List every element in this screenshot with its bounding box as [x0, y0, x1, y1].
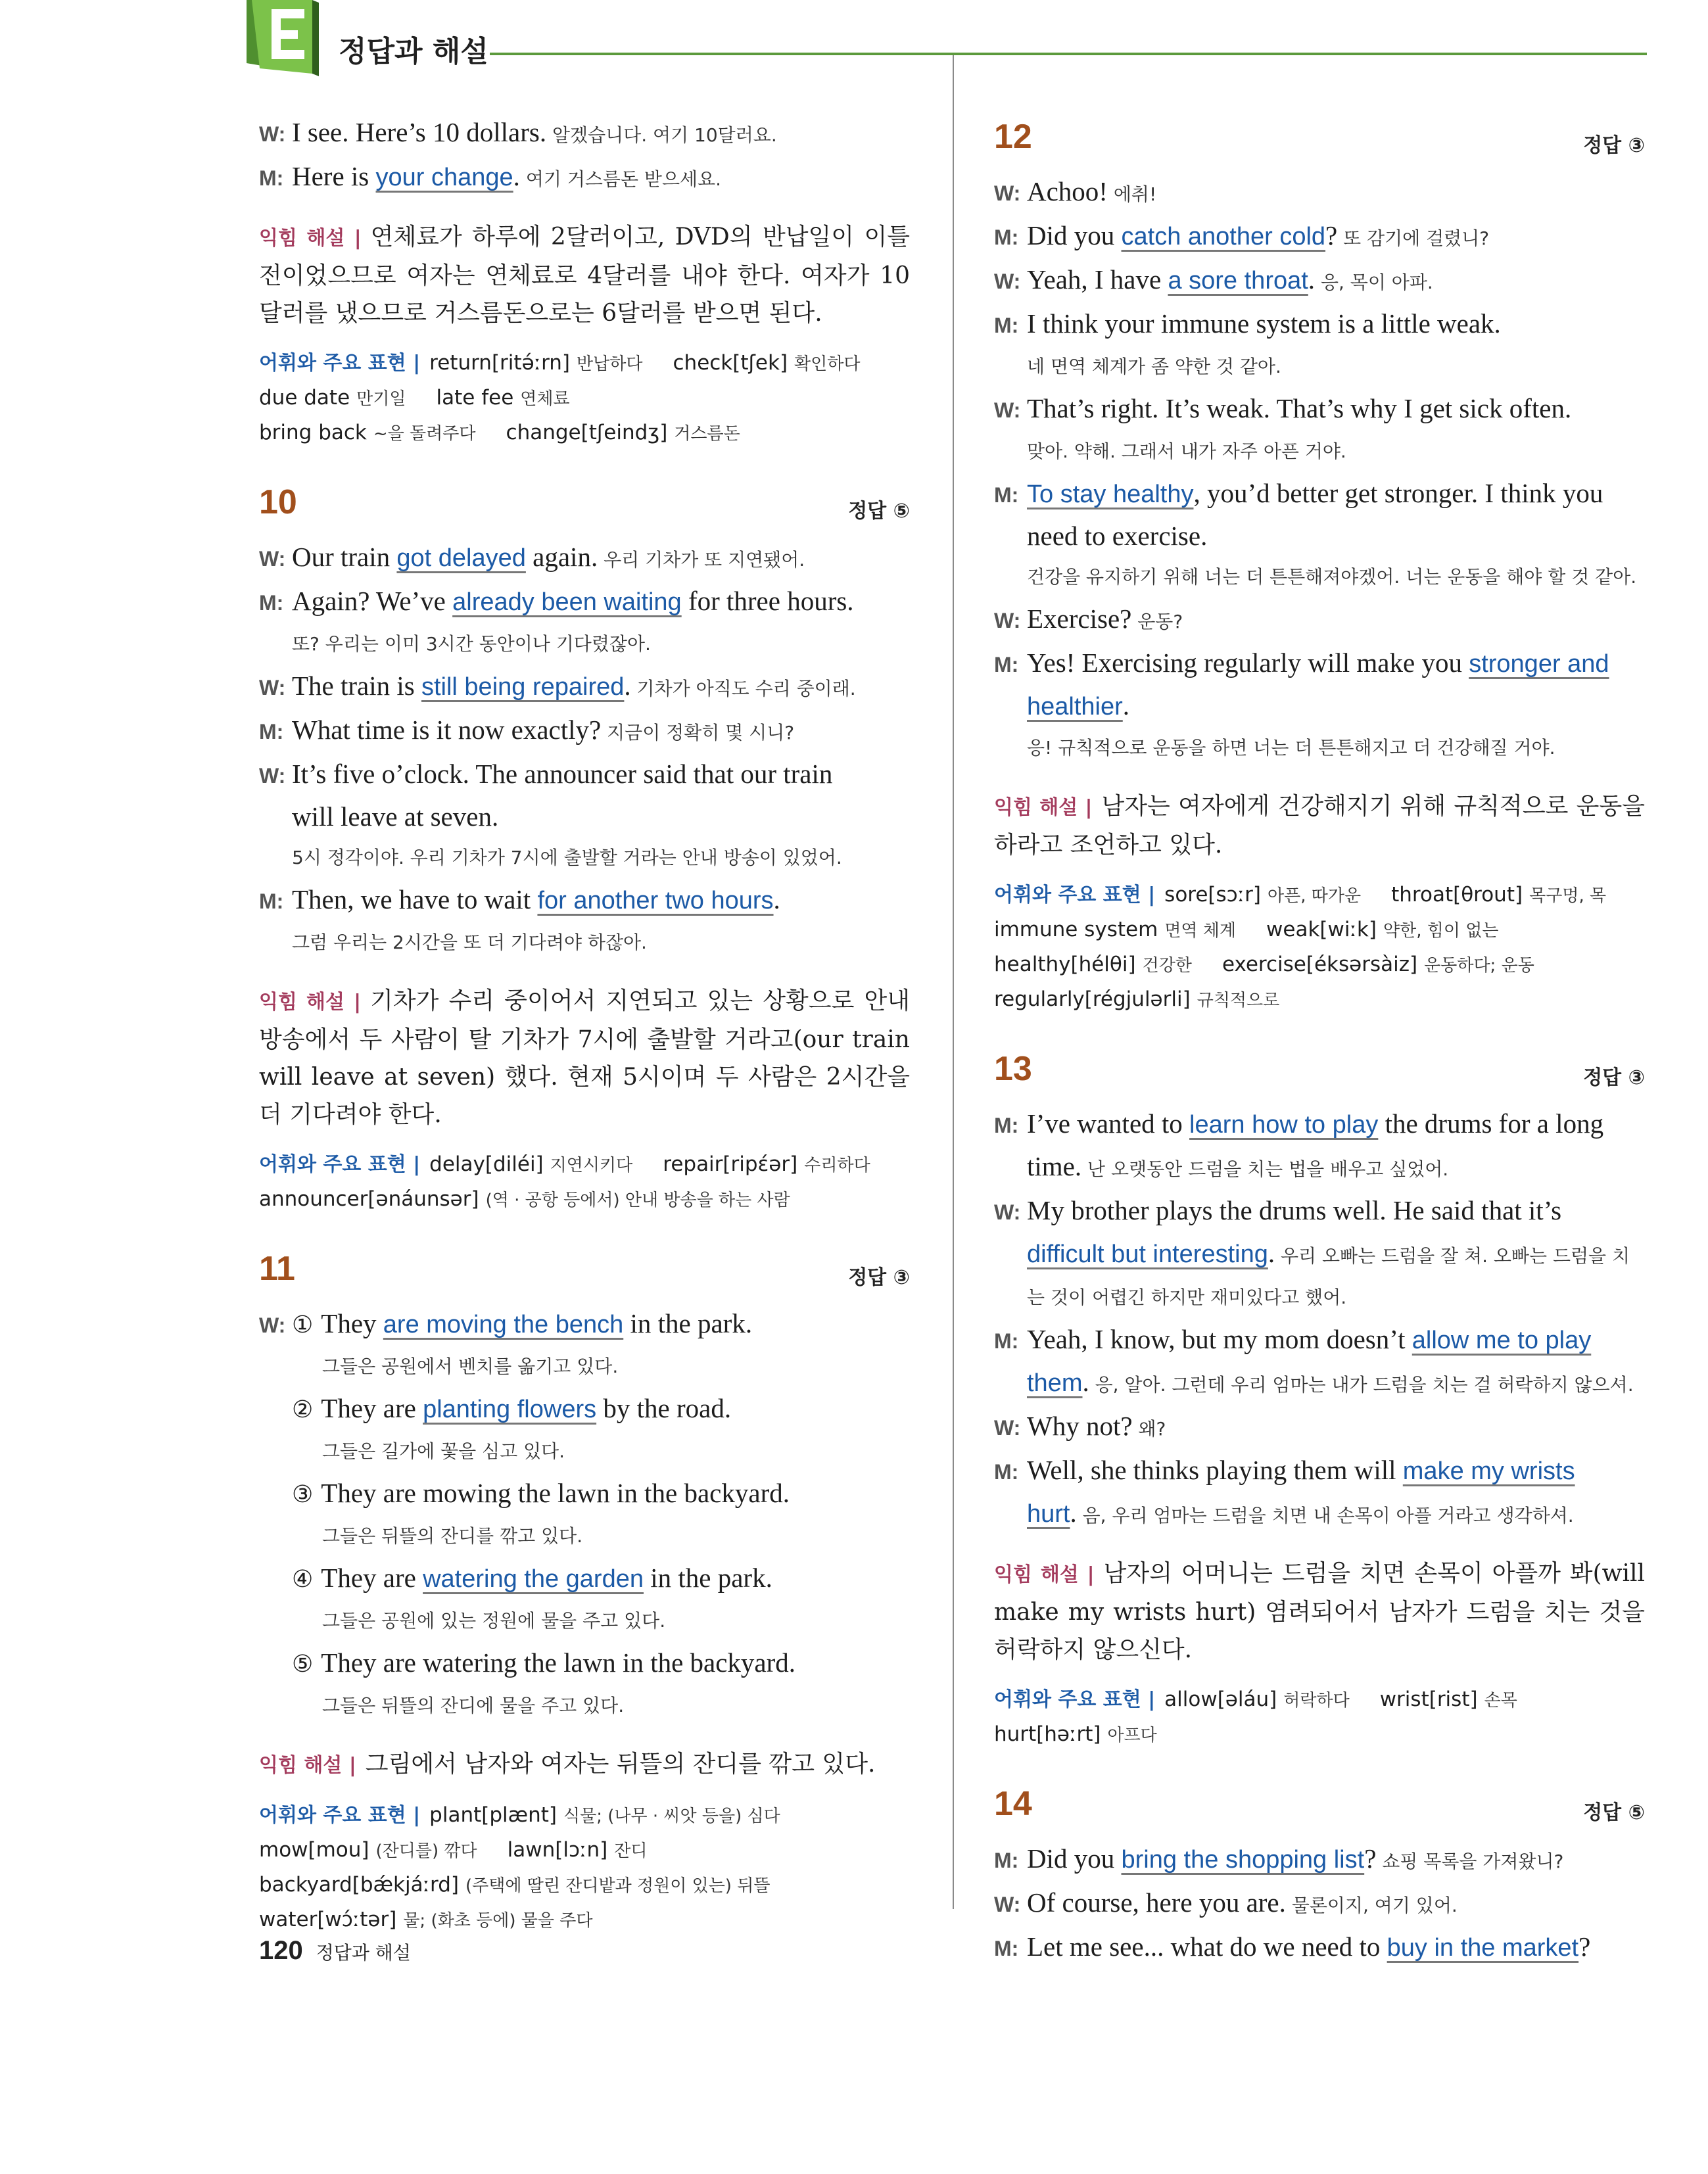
sentence-text: Again? We’ve [292, 586, 453, 616]
vocab-label-sep: | [413, 1804, 421, 1827]
sentence-text: They [321, 1308, 383, 1338]
q12-explanation [994, 788, 1645, 864]
inline-translation: 운동? [1131, 611, 1183, 632]
vocab-row [259, 1148, 910, 1183]
sentence-text: the drums for a long [1378, 1108, 1604, 1139]
q12-dialogue [994, 171, 1645, 769]
dialogue-line [994, 598, 1645, 642]
sentence-text: Here is [292, 161, 376, 191]
answer-label: 정답 ⑤ [1583, 1801, 1645, 1824]
book-logo-icon [247, 0, 319, 79]
translation-line: 그들은 뒤뜰의 잔디를 깎고 있다. [322, 1525, 583, 1547]
option-number: ⑤ [292, 1651, 314, 1678]
answer-blank: are moving the bench [383, 1311, 624, 1338]
explanation-label: 익힘 해설 | [259, 1754, 356, 1777]
sentence-text: . [624, 671, 631, 701]
q12-header [994, 112, 1645, 171]
explanation-label: 익힘 해설 | [259, 227, 362, 250]
speaker-label: M: [994, 1460, 1019, 1484]
vocab-term: exercise[éksərsàiz] [1222, 953, 1418, 976]
inline-translation: 우리 오빠는 드럼을 잘 쳐. 오빠는 드럼을 치 [1275, 1245, 1630, 1267]
vocab-term: allow[əláu] [1164, 1688, 1277, 1711]
dialogue-line [259, 580, 910, 623]
vocab-row [259, 1799, 910, 1833]
answer-blank: your change [375, 164, 513, 191]
dialogue-line [994, 1882, 1645, 1926]
inline-translation: 음, 우리 엄마는 드럼을 치면 내 손목이 아플 거라고 생각하셔. [1076, 1505, 1574, 1526]
sentence-text: by the road. [596, 1393, 732, 1423]
dialogue-line [259, 112, 910, 156]
q11-vocab [259, 1799, 910, 1938]
sentence-text: . [1122, 690, 1130, 721]
footer-title: 정답과 해설 [316, 1942, 411, 1964]
vocab-row [994, 948, 1645, 983]
sentence-text: They are mowing the lawn in the backyard. [321, 1478, 790, 1508]
dialogue-line [994, 1492, 1645, 1536]
sentence-text: Did you [1027, 1843, 1122, 1874]
inline-translation: 쇼핑 목록을 가져왔니? [1376, 1851, 1564, 1872]
vocab-meaning: ~을 돌려주다 [373, 424, 476, 444]
vocab-meaning: 만기일 [356, 389, 406, 409]
speaker-label: M: [994, 1114, 1019, 1137]
option-number: ① [292, 1311, 314, 1338]
left-column [259, 112, 910, 1938]
speaker-label: M: [994, 1849, 1019, 1872]
dialogue-line [994, 1361, 1645, 1406]
question-number: 13 [994, 1050, 1032, 1088]
sentence-text: Achoo! [1027, 176, 1108, 206]
q13-header [994, 1044, 1645, 1103]
vocab-meaning: (역 · 공항 등에서) 안내 방송을 하는 사람 [485, 1191, 790, 1210]
vocab-term: announcer[ənáunsər] [259, 1187, 479, 1211]
answer-label: 정답 ③ [1583, 134, 1645, 157]
option-number: ④ [292, 1566, 314, 1593]
vocab-row [994, 1718, 1645, 1753]
answer-blank: healthier [1027, 693, 1123, 721]
sentence-text: . [513, 161, 520, 191]
vocab-meaning: 면역 체계 [1164, 921, 1237, 941]
sentence-text: . [773, 884, 780, 914]
vocab-meaning: 반납하다 [577, 354, 643, 374]
vocab-term: sore[sɔːr] [1164, 883, 1261, 907]
dialogue-line [259, 156, 910, 200]
vocab-meaning: 물; (화초 등에) 물을 주다 [403, 1911, 593, 1931]
speaker-label: M: [259, 720, 284, 744]
sentence-text: in the park. [623, 1308, 753, 1338]
vocab-label [994, 884, 1155, 907]
explanation-label: 익힘 해설 | [259, 991, 362, 1014]
q13-explanation [994, 1555, 1645, 1668]
dialogue-line [994, 171, 1645, 215]
sentence-text: Of course, here you are. [1027, 1887, 1286, 1918]
translation-line: 또? 우리는 이미 3시간 동안이나 기다렸잖아. [292, 633, 651, 655]
vocab-row [259, 1868, 910, 1903]
vocab-meaning: 수리하다 [804, 1156, 870, 1175]
dialogue-line [259, 1642, 910, 1685]
q9-dialogue [259, 112, 910, 200]
q11-dialogue [259, 1303, 910, 1727]
speaker-label: W: [994, 181, 1021, 205]
q12-vocab [994, 878, 1645, 1018]
translation-line: 그들은 공원에서 벤치를 옮기고 있다. [322, 1356, 619, 1377]
answer-blank: learn how to play [1189, 1111, 1379, 1139]
q10-header [259, 477, 910, 536]
vocab-term: delay[diléi] [429, 1152, 544, 1176]
inline-translation: 여기 거스름돈 받으세요. [519, 168, 722, 190]
page-number: 120 [259, 1936, 303, 1965]
speaker-label: W: [994, 609, 1021, 632]
sentence-text: will leave at seven. [292, 801, 499, 832]
sentence-text: My brother plays the drums well. He said that it’s [1027, 1195, 1562, 1225]
vocab-label-sep: | [413, 352, 421, 375]
option-number: ③ [292, 1481, 314, 1508]
vocab-row [259, 1183, 910, 1217]
vocab-label-text: 어휘와 주요 표현 [259, 1153, 406, 1176]
inline-translation: 기차가 아직도 수리 중이래. [630, 678, 856, 699]
inline-translation: 난 오랫동안 드럼을 치는 법을 배우고 싶었어. [1081, 1158, 1449, 1180]
vocab-term: weak[wiːk] [1266, 918, 1377, 941]
q11-explanation [259, 1745, 910, 1784]
answer-blank: planting flowers [423, 1396, 597, 1423]
q11-header [259, 1244, 910, 1303]
speaker-label: W: [259, 764, 286, 788]
inline-translation: 왜? [1132, 1418, 1166, 1440]
dialogue-line [259, 1473, 910, 1515]
q9-vocab [259, 346, 910, 451]
translation-line: 5시 정각이야. 우리 기차가 7시에 출발할 거라는 안내 방송이 있었어. [292, 847, 842, 868]
translation-line: 네 면역 체계가 좀 약한 것 같아. [1027, 356, 1281, 377]
sentence-text: . [1268, 1238, 1275, 1268]
q10-explanation [259, 982, 910, 1133]
answer-blank: make my wrists [1402, 1457, 1575, 1485]
vocab-term: throat[θrout] [1391, 883, 1523, 907]
dialogue-line [259, 753, 910, 796]
dialogue-line [994, 388, 1645, 431]
vocab-label-sep: | [1148, 1688, 1156, 1711]
question-number: 12 [994, 118, 1032, 156]
sentence-text: Then, we have to wait [292, 884, 538, 914]
dialogue-line [994, 1190, 1645, 1233]
question-number: 14 [994, 1785, 1032, 1823]
speaker-label: M: [259, 166, 284, 190]
vocab-meaning: 약한, 힘이 없는 [1383, 921, 1499, 941]
vocab-row [259, 1903, 910, 1938]
vocab-term: lawn[lɔːn] [507, 1838, 608, 1862]
answer-blank: catch another cold [1121, 223, 1326, 250]
answer-blank: difficult but interesting [1027, 1241, 1268, 1268]
vocab-term: repair[ripέər] [663, 1152, 798, 1176]
vocab-meaning: 손목 [1484, 1691, 1517, 1711]
vocab-label [259, 1153, 420, 1176]
sentence-text: I’ve wanted to [1027, 1108, 1190, 1139]
sentence-text: Why not? [1027, 1411, 1133, 1441]
sentence-text: . [1070, 1498, 1077, 1528]
translation-line: 건강을 유지하기 위해 너는 더 튼튼해져야겠어. 너는 운동을 해야 할 것 같아. [1027, 566, 1637, 588]
speaker-label: W: [259, 1313, 286, 1337]
translation-line: 그들은 길가에 꽃을 심고 있다. [322, 1440, 565, 1462]
translation-line: 응! 규칙적으로 운동을 하면 너는 더 튼튼해지고 더 건강해질 거야. [1027, 737, 1555, 759]
vocab-label-sep: | [1148, 884, 1156, 907]
dialogue-line [259, 709, 910, 753]
dialogue-line [994, 473, 1645, 515]
sentence-text: It’s five o’clock. The announcer said that our train [292, 759, 833, 789]
sentence-text: That’s right. It’s weak. That’s why I get sick often. [1027, 393, 1572, 423]
sentence-text: What time is it now exactly? [292, 715, 602, 745]
vocab-term: return[ritə́ːrn] [429, 351, 571, 375]
sentence-text: Well, she thinks playing them will [1027, 1455, 1403, 1485]
vocab-term: hurt[həːrt] [994, 1722, 1101, 1746]
explanation-text: 그림에서 남자와 여자는 뒤뜰의 잔디를 깎고 있다. [365, 1751, 876, 1778]
translation-line: 는 것이 어렵긴 하지만 재미있다고 했어. [1027, 1287, 1347, 1308]
option-number: ② [292, 1396, 314, 1423]
vocab-term: wrist[rist] [1379, 1688, 1478, 1711]
sentence-text: for three hours. [681, 586, 854, 616]
answer-blank: watering the garden [423, 1565, 644, 1593]
header-title: 정답과 해설 [339, 35, 488, 68]
answer-blank: To stay healthy [1027, 481, 1194, 508]
sentence-text: I see. Here’s 10 dollars. [292, 117, 547, 147]
sentence-text: They are [321, 1563, 423, 1593]
vocab-meaning: 확인하다 [794, 354, 861, 374]
answer-blank: bring the shopping list [1121, 1846, 1365, 1874]
speaker-label: M: [994, 1937, 1019, 1960]
sentence-text: . [1082, 1367, 1089, 1397]
q10-dialogue [259, 536, 910, 964]
vocab-meaning: 목구멍, 목 [1529, 886, 1607, 906]
dialogue-line [994, 1838, 1645, 1882]
vocab-term: immune system [994, 918, 1158, 941]
inline-translation: 알겠습니다. 여기 10달러요. [546, 124, 777, 146]
translation-line: 맞아. 약해. 그래서 내가 자주 아픈 거야. [1027, 440, 1346, 462]
answer-label: 정답 ③ [1583, 1066, 1645, 1089]
translation-line: 그들은 뒤뜰의 잔디에 물을 주고 있다. [322, 1695, 625, 1716]
dialogue-line [994, 642, 1645, 685]
speaker-label: W: [994, 270, 1021, 293]
speaker-label: M: [994, 483, 1019, 507]
dialogue-line [994, 1926, 1645, 1969]
dialogue-line [994, 1103, 1645, 1146]
sentence-text: time. [1027, 1151, 1082, 1181]
dialogue-line [994, 1406, 1645, 1450]
sentence-text: need to exercise. [1027, 521, 1208, 551]
vocab-row [259, 381, 910, 416]
answer-blank: allow me to play [1411, 1327, 1592, 1354]
answer-blank: hurt [1027, 1500, 1070, 1528]
vocab-meaning: 식물; (나무 · 씨앗 등을) 심다 [563, 1807, 780, 1826]
vocab-meaning: 건강한 [1142, 956, 1192, 976]
vocab-row [259, 1833, 910, 1868]
explanation-label: 익힘 해설 | [994, 796, 1093, 819]
sentence-text: , you’d better get stronger. I think you [1193, 478, 1603, 508]
vocab-meaning: 규칙적으로 [1197, 991, 1280, 1010]
sentence-text: in the park. [643, 1563, 772, 1593]
explanation-text: 연체료가 하루에 2달러이고, DVD의 반납일이 이틀 전이었으므로 여자는 연체료로 4달러를 내야 한다. 여자가 10달러를 냈으므로 거스름돈으로는 6달러를 받으면 된다. [259, 224, 910, 327]
vocab-row [994, 983, 1645, 1018]
vocab-term: water[wɔ́ːtər] [259, 1908, 397, 1931]
dialogue-line [259, 536, 910, 580]
explanation-text: 남자는 여자에게 건강해지기 위해 규칙적으로 운동을 하라고 조언하고 있다. [994, 793, 1645, 859]
speaker-label: W: [994, 1200, 1021, 1224]
dialogue-line [994, 215, 1645, 259]
speaker-label: W: [994, 1893, 1021, 1916]
vocab-meaning: 허락하다 [1283, 1691, 1350, 1711]
question-number: 10 [259, 483, 297, 521]
vocab-meaning: 거스름돈 [674, 424, 740, 444]
vocab-term: check[tʃek] [673, 351, 788, 375]
inline-translation: 또 감기에 걸렸니? [1337, 227, 1490, 249]
vocab-label-text: 어휘와 주요 표현 [994, 1688, 1141, 1711]
speaker-label: W: [259, 122, 286, 146]
vocab-meaning: 운동하다; 운동 [1424, 956, 1534, 976]
speaker-label: M: [994, 653, 1019, 676]
answer-blank: got delayed [396, 544, 526, 572]
header-rule [490, 53, 1647, 55]
vocab-label [994, 1688, 1155, 1711]
speaker-label: M: [994, 314, 1019, 337]
answer-blank: still being repaired [421, 673, 625, 701]
dialogue-line [259, 1557, 910, 1600]
vocab-term: backyard[bǽkjáːrd] [259, 1873, 459, 1897]
q13-vocab [994, 1683, 1645, 1753]
explanation-text: 기차가 수리 중이어서 지연되고 있는 상황으로 안내 방송에서 두 사람이 탈 기차가 7시에 출발할 거라고(our train will leave at seven) 했다. 현재 5시이며 두 사람은 2시간을 더 기다려야 한다. [259, 987, 910, 1128]
translation-line: 그럼 우리는 2시간을 또 더 기다려야 하잖아. [292, 932, 647, 953]
dialogue-line [259, 879, 910, 922]
sentence-text: again. [525, 542, 598, 572]
vocab-meaning: (잔디를) 깎다 [375, 1841, 477, 1861]
vocab-term: plant[plænt] [429, 1803, 557, 1827]
vocab-term: late fee [436, 386, 514, 410]
vocab-label-text: 어휘와 주요 표현 [994, 884, 1141, 907]
dialogue-line [259, 796, 910, 837]
inline-translation: 응, 목이 아파. [1315, 272, 1433, 293]
speaker-label: M: [259, 889, 284, 913]
sentence-text: . [1308, 264, 1316, 295]
sentence-text: Yes! Exercising regularly will make you [1027, 648, 1469, 678]
dialogue-line [259, 1388, 910, 1430]
inline-translation: 응, 알아. 그런데 우리 엄마는 내가 드럼을 치는 걸 허락하지 않으셔. [1089, 1374, 1634, 1396]
vocab-row [994, 1683, 1645, 1718]
answer-label: 정답 ③ [848, 1266, 910, 1289]
dialogue-line [259, 1303, 910, 1346]
vocab-label-text: 어휘와 주요 표현 [259, 352, 406, 375]
dialogue-line [994, 259, 1645, 303]
vocab-term: bring back [259, 421, 367, 444]
sentence-text: The train is [292, 671, 421, 701]
speaker-label: M: [994, 1329, 1019, 1353]
answer-blank: already been waiting [452, 588, 682, 616]
dialogue-line [994, 1450, 1645, 1492]
vocab-meaning: 아프다 [1107, 1726, 1157, 1745]
answer-blank: them [1027, 1369, 1083, 1397]
sentence-text: Yeah, I know, but my mom doesn’t [1027, 1324, 1412, 1354]
q13-dialogue [994, 1103, 1645, 1536]
dialogue-line [994, 685, 1645, 727]
vocab-term: due date [259, 386, 350, 410]
answer-blank: for another two hours [537, 887, 774, 914]
dialogue-line [994, 303, 1645, 346]
dialogue-line [994, 1233, 1645, 1277]
explanation-label: 익힘 해설 | [994, 1563, 1095, 1586]
explanation-text: 남자의 어머니는 드럼을 치면 손목이 아플까 봐(will make my wrists hurt) 염려되어서 남자가 드럼을 치는 것을 허락하지 않으신다. [994, 1560, 1645, 1663]
vocab-term: change[tʃeindʒ] [506, 421, 668, 444]
sentence-text: ? [1325, 220, 1338, 250]
vocab-term: healthy[hélθi] [994, 953, 1136, 976]
speaker-label: W: [994, 1416, 1021, 1440]
inline-translation: 우리 기차가 또 지연됐어. [598, 549, 805, 571]
vocab-meaning: 잔디 [614, 1841, 648, 1861]
speaker-label: W: [994, 398, 1021, 422]
vocab-term: mow[mou] [259, 1838, 369, 1862]
inline-translation: 지금이 정확히 몇 시니? [601, 722, 795, 744]
inline-translation: 에취! [1107, 183, 1157, 205]
column-divider [953, 55, 954, 1909]
page-header [247, 0, 1647, 85]
right-column [994, 112, 1645, 1969]
page-footer [259, 1936, 411, 1966]
sentence-text: Yeah, I have [1027, 264, 1168, 295]
vocab-meaning: 지연시키다 [550, 1156, 633, 1175]
vocab-row [259, 346, 910, 381]
sentence-text: Our train [292, 542, 397, 572]
speaker-label: M: [259, 591, 284, 615]
dialogue-line [994, 1146, 1645, 1190]
answer-label: 정답 ⑤ [848, 500, 910, 523]
inline-translation: 물론이지, 여기 있어. [1285, 1895, 1458, 1916]
vocab-row [994, 913, 1645, 948]
dialogue-line [259, 665, 910, 709]
answer-blank: a sore throat [1168, 267, 1308, 295]
sentence-text: ? [1578, 1931, 1591, 1962]
vocab-meaning: 아픈, 따가운 [1267, 886, 1362, 906]
question-number: 11 [259, 1250, 295, 1288]
sentence-text: Did you [1027, 220, 1122, 250]
dialogue-line [994, 1319, 1645, 1361]
sentence-text: Let me see... what do we need to [1027, 1931, 1387, 1962]
vocab-label-sep: | [413, 1153, 421, 1176]
answer-blank: stronger and [1469, 650, 1609, 678]
sentence-text: They are watering the lawn in the backyard. [321, 1647, 796, 1678]
sentence-text: ? [1364, 1843, 1377, 1874]
vocab-label-text: 어휘와 주요 표현 [259, 1804, 406, 1827]
dialogue-line [994, 515, 1645, 556]
vocab-meaning: (주택에 딸린 잔디밭과 정원이 있는) 뒤뜰 [465, 1876, 771, 1896]
vocab-row [994, 878, 1645, 913]
translation-line: 그들은 공원에 있는 정원에 물을 주고 있다. [322, 1610, 666, 1632]
sentence-text: I think your immune system is a little weak. [1027, 308, 1501, 339]
vocab-meaning: 연체료 [520, 389, 570, 409]
sentence-text: Exercise? [1027, 603, 1132, 634]
answer-blank: buy in the market [1387, 1934, 1579, 1962]
vocab-label [259, 1804, 420, 1827]
q14-header [994, 1779, 1645, 1838]
q9-explanation [259, 218, 910, 332]
q14-dialogue [994, 1838, 1645, 1969]
vocab-term: regularly[régjulərli] [994, 987, 1191, 1011]
vocab-label [259, 352, 420, 375]
vocab-row [259, 416, 910, 451]
q10-vocab [259, 1148, 910, 1217]
speaker-label: M: [994, 225, 1019, 249]
speaker-label: W: [259, 676, 286, 699]
speaker-label: W: [259, 547, 286, 571]
sentence-text: They are [321, 1393, 423, 1423]
